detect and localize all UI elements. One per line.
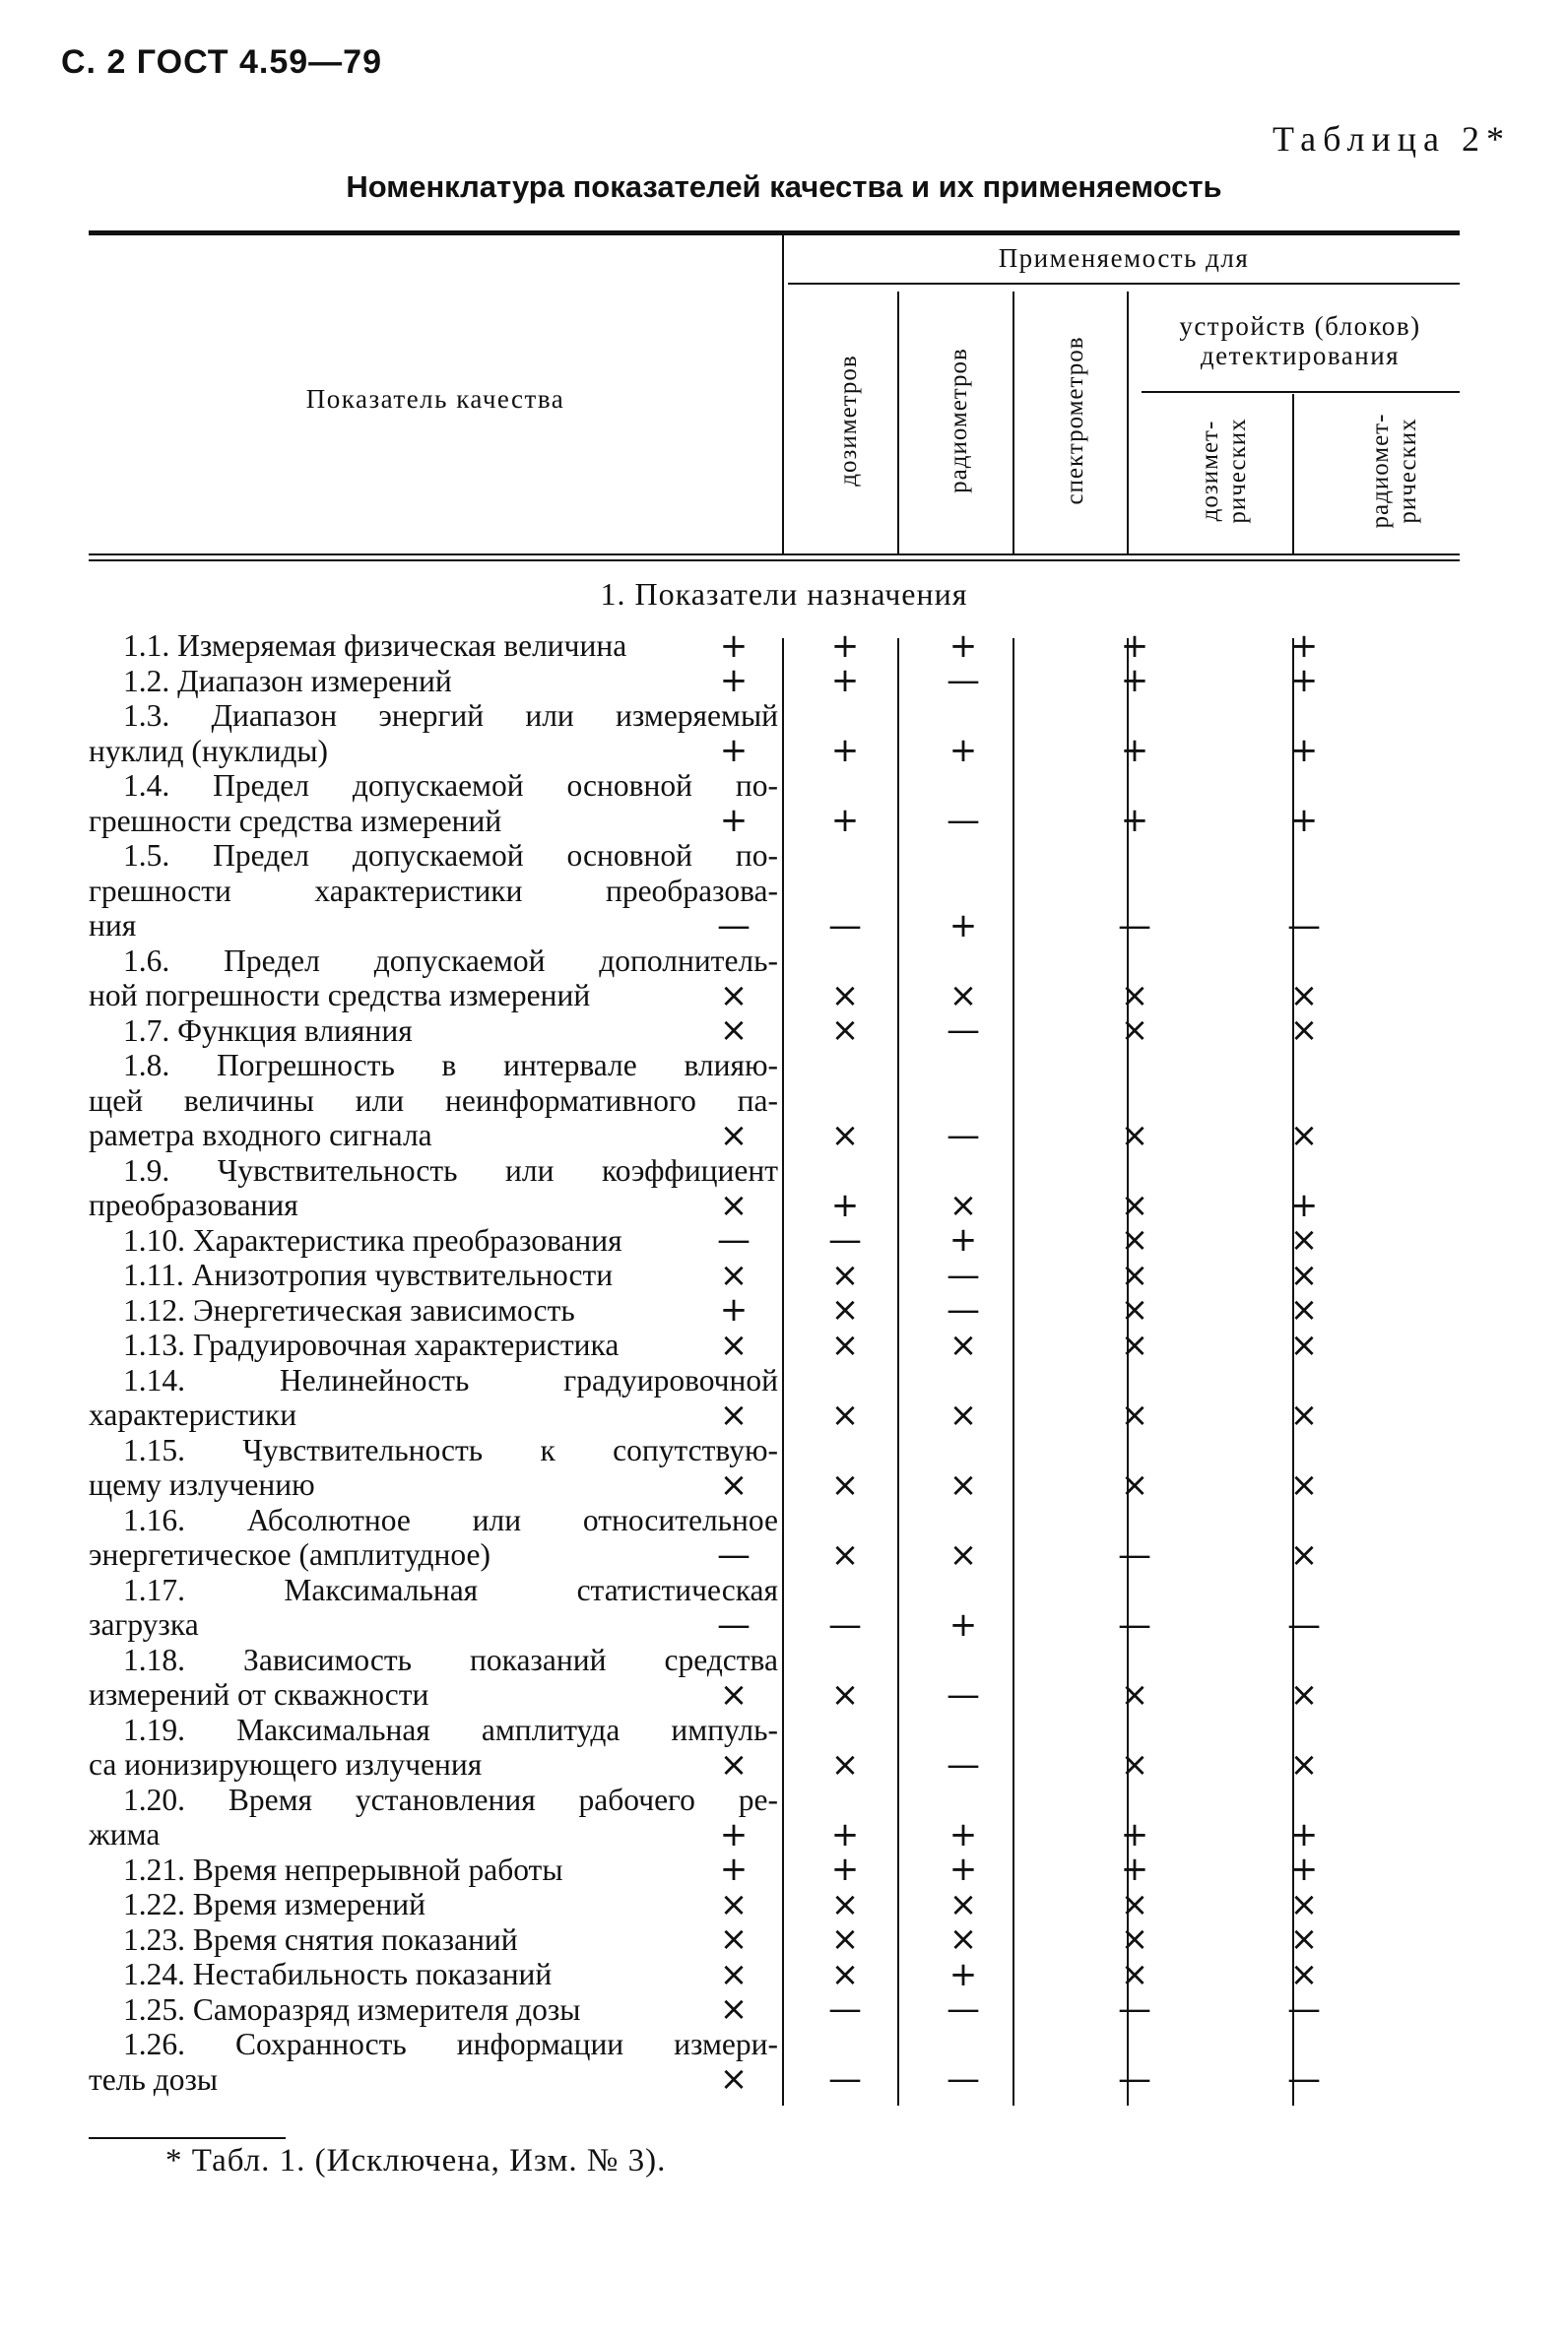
table-row [89,1325,1319,1365]
applicability-mark: — [947,1255,980,1295]
applicability-mark: — [1287,1989,1321,2029]
applicability-mark: × [1289,1290,1319,1330]
header-radiometric-line-2: рических [1395,418,1421,524]
applicability-mark: + [1120,801,1149,840]
applicability-mark: + [1289,731,1319,770]
indicator-table-body [89,625,1321,2099]
indicator-text-line: 1.8. Погрешность в интервале влияю- [123,1048,778,1082]
applicability-mark: + [948,625,978,666]
header-divider-4 [1292,394,1294,553]
indicator-text-line: нуклид (нуклиды) [89,733,329,768]
applicability-mark: × [830,1395,860,1435]
indicator-text-line: 1.16. Абсолютное или относительное [123,1502,778,1537]
header-applicability-rule [788,283,1460,285]
applicability-mark: — [1118,1534,1151,1575]
applicability-mark: × [830,1919,860,1959]
applicability-mark: × [1120,1395,1149,1435]
applicability-mark: × [1289,975,1319,1015]
applicability-mark: × [1120,1255,1149,1295]
indicator-text-line: 1.6. Предел допускаемой дополнитель- [123,943,778,978]
applicability-mark: × [1289,1255,1319,1295]
applicability-mark: + [948,1954,978,1994]
table-row [89,1362,1319,1435]
indicator-text-line: 1.18. Зависимость показаний средства [123,1642,778,1677]
applicability-mark: + [1120,731,1149,770]
table-row [89,2027,1321,2099]
applicability-mark: + [1120,1850,1149,1889]
applicability-mark: × [1289,1220,1319,1260]
applicability-mark: + [719,625,749,666]
table-row [89,768,1319,840]
applicability-mark: + [719,1290,749,1330]
indicator-text-line: 1.17. Максимальная статистическая [123,1572,778,1607]
applicability-mark: × [719,975,749,1015]
indicator-text-line: 1.2. Диапазон измерений [123,663,452,698]
table-row [89,1919,1319,1959]
applicability-mark: × [830,975,860,1015]
applicability-mark: × [719,1010,749,1050]
applicability-mark: — [1287,2059,1321,2099]
applicability-mark: + [830,661,860,700]
table-row [89,698,1319,770]
applicability-mark: × [1120,1464,1149,1505]
applicability-mark: + [1289,625,1319,666]
applicability-mark: × [948,1534,978,1575]
section-title: 1. Показатели назначения [600,576,968,612]
indicator-text-line: 1.7. Функция влияния [123,1012,413,1048]
applicability-mark: + [948,1850,978,1889]
applicability-mark: — [828,2059,862,2099]
applicability-mark: × [1289,1325,1319,1365]
applicability-mark: × [1289,1115,1319,1155]
table-row [89,1290,1319,1330]
applicability-mark: × [1120,1919,1149,1959]
table-row [89,1255,1319,1295]
applicability-mark: × [948,975,978,1015]
indicator-text-line: характеристики [89,1398,297,1432]
applicability-mark: × [830,1255,860,1295]
applicability-mark: + [1289,1185,1319,1225]
body-divider-1 [782,638,784,2106]
applicability-mark: × [1120,1220,1149,1260]
applicability-mark: — [1118,905,1151,945]
table-row [89,838,1321,945]
indicator-text-line: щему излучению [89,1467,315,1502]
applicability-mark: + [719,731,749,770]
applicability-mark: — [947,1115,980,1155]
applicability-mark: + [948,1604,978,1645]
applicability-mark: × [719,1674,749,1715]
indicator-text-line: 1.21. Время непрерывной работы [123,1852,563,1887]
indicator-text-line: измерений от скважности [89,1677,429,1712]
indicator-text-line: 1.4. Предел допускаемой основной по- [123,768,778,803]
indicator-text-line: 1.12. Энергетическая зависимость [123,1292,575,1328]
applicability-mark: + [1289,801,1319,840]
applicability-mark: — [717,905,751,945]
applicability-mark: × [1289,1010,1319,1050]
table-row [89,661,1319,700]
header-divider-2 [1013,292,1014,553]
applicability-mark: × [1289,1954,1319,1994]
applicability-mark: × [1289,1674,1319,1715]
applicability-mark: × [830,1954,860,1994]
applicability-mark: — [828,905,862,945]
header-spectrometers: спектрометров [1062,336,1088,505]
applicability-mark: × [1289,1395,1319,1435]
applicability-mark: × [1289,1919,1319,1959]
table-row [89,1884,1319,1924]
applicability-mark: × [830,1534,860,1575]
applicability-mark: × [1120,1954,1149,1994]
indicator-text-line: 1.1. Измеряемая физическая величина [123,628,627,663]
applicability-mark: + [1289,661,1319,700]
applicability-mark: × [1120,975,1149,1015]
table-row [89,1502,1319,1575]
applicability-mark: — [828,1220,862,1260]
applicability-mark: + [719,1850,749,1889]
indicator-text-line: преобразования [89,1188,298,1222]
indicator-text-line: 1.10. Характеристика преобразования [123,1222,622,1258]
indicator-text-line: 1.9. Чувствительность или коэффициент [123,1152,778,1188]
indicator-text-line: 1.15. Чувствительность к сопутствую- [123,1432,778,1467]
header-radiometers: радиометров [946,348,972,493]
applicability-mark: × [1289,1884,1319,1924]
indicator-text-line: 1.14. Нелинейность градуировочной [123,1362,778,1398]
applicability-mark: — [947,1010,980,1050]
table-row [89,1220,1319,1260]
applicability-mark: × [719,1255,749,1295]
applicability-mark: × [830,1010,860,1050]
applicability-mark: × [719,1884,749,1924]
top-rule [89,230,1460,235]
applicability-mark: + [830,625,860,666]
applicability-mark: — [947,1290,980,1330]
table-label: Таблица 2* [1273,119,1511,159]
applicability-mark: × [1289,1744,1319,1785]
indicator-text-line: 1.22. Время измерений [123,1887,425,1921]
applicability-mark: × [1120,1010,1149,1050]
applicability-mark: — [947,1989,980,2029]
applicability-mark: × [1120,1325,1149,1365]
table-row [89,1989,1321,2029]
indicator-text-line: энергетическое (амплитудное) [89,1537,490,1572]
indicator-text-line: 1.19. Максимальная амплитуда импуль- [123,1712,778,1747]
applicability-mark: — [947,1674,980,1715]
header-radiometric [1367,392,1422,550]
indicator-text-line: ной погрешности средства измерений [89,978,591,1012]
table-row [89,1850,1319,1889]
applicability-mark: — [947,801,980,840]
indicator-text-line: грешности характеристики преобразова- [89,873,778,908]
header-divider-main [782,235,784,553]
applicability-mark: × [830,1115,860,1155]
table-row [89,625,1319,666]
applicability-mark: × [830,1744,860,1785]
table-row [89,1782,1319,1854]
indicator-text-line: 1.13. Градуировочная характеристика [123,1328,620,1362]
applicability-mark: × [830,1884,860,1924]
applicability-mark: × [719,1185,749,1225]
applicability-mark: + [1120,625,1149,666]
applicability-mark: × [719,2059,749,2099]
indicator-text-line: 1.5. Предел допускаемой основной по- [123,838,778,873]
indicator-text-line: 1.24. Нестабильность показаний [123,1957,553,1991]
applicability-mark: + [719,801,749,840]
header-dosimetric-line-1: дозимет- [1197,420,1223,522]
header-bottom-rule-2 [89,559,1460,561]
applicability-mark: + [948,1814,978,1854]
applicability-mark: — [1118,2059,1151,2099]
table-row [89,1048,1319,1155]
applicability-mark: × [830,1674,860,1715]
applicability-mark: + [830,1850,860,1889]
indicator-text-line: раметра входного сигнала [89,1118,432,1152]
applicability-mark: × [1120,1744,1149,1785]
applicability-mark: + [830,1185,860,1225]
indicator-text-line: ния [89,908,137,943]
applicability-mark: × [1120,1290,1149,1330]
applicability-mark: — [828,1604,862,1645]
header-indicator: Показатель качества [305,384,565,414]
applicability-mark: — [1287,905,1321,945]
table-row [89,1432,1319,1505]
indicator-text-line: 1.20. Время установления рабочего ре- [123,1782,778,1817]
indicator-text-line: 1.3. Диапазон энергий или измеряемый [123,698,778,733]
applicability-mark: — [717,1534,751,1575]
body-divider-2 [897,638,899,2106]
applicability-mark: × [1120,1884,1149,1924]
header-applicability: Применяемость для [998,243,1250,273]
header-detector-units: устройств (блоков) детектирования [1179,311,1421,370]
applicability-mark: — [717,1220,751,1260]
applicability-mark: — [717,1604,751,1645]
applicability-mark: — [947,1744,980,1785]
applicability-mark: + [830,1814,860,1854]
applicability-mark: + [830,731,860,770]
applicability-mark: × [948,1185,978,1225]
table-row [89,1572,1321,1645]
applicability-mark: — [828,1989,862,2029]
applicability-mark: + [1289,1814,1319,1854]
header-radiometric-line-1: радиомет- [1367,413,1394,529]
applicability-mark: × [719,1464,749,1505]
table-row [89,1642,1319,1715]
header-dosimetric [1197,392,1252,550]
applicability-mark: × [1120,1185,1149,1225]
applicability-mark: — [947,661,980,700]
applicability-mark: + [830,801,860,840]
indicator-text-line: 1.23. Время снятия показаний [123,1921,518,1957]
indicator-text-line: 1.26. Сохранность информации измери- [123,2027,778,2061]
applicability-mark: — [1118,1989,1151,2029]
applicability-mark: — [1118,1604,1151,1645]
applicability-mark: × [948,1325,978,1365]
applicability-mark: × [1120,1115,1149,1155]
applicability-mark: × [719,1744,749,1785]
applicability-mark: × [719,1325,749,1365]
applicability-mark: × [719,1919,749,1959]
applicability-mark: + [1289,1850,1319,1889]
applicability-mark: × [948,1464,978,1505]
table-row [89,1712,1319,1785]
page-header: С. 2 ГОСТ 4.59—79 [61,43,382,81]
applicability-mark: × [948,1919,978,1959]
applicability-mark: × [948,1884,978,1924]
applicability-mark: + [948,731,978,770]
footnote-rule [89,2137,286,2139]
applicability-mark: — [1287,1604,1321,1645]
table-row [89,943,1319,1015]
indicator-text-line: жима [89,1817,161,1852]
applicability-mark: + [948,905,978,945]
applicability-mark: × [719,1989,749,2029]
table-row [89,1152,1319,1225]
applicability-mark: × [719,1115,749,1155]
table-title: Номенклатура показателей качества и их применяемость [346,169,1222,204]
indicator-text-line: тель дозы [89,2061,219,2097]
indicator-text-line: грешности средства измерений [89,803,502,838]
footnote: * Табл. 1. (Исключена, Изм. № 3). [165,2143,667,2178]
applicability-mark: + [948,1220,978,1260]
applicability-mark: × [830,1290,860,1330]
applicability-mark: × [948,1395,978,1435]
table-row [89,1954,1319,1994]
applicability-mark: × [1289,1534,1319,1575]
indicator-text-line: загрузка [89,1607,199,1642]
header-divider-1 [897,292,899,553]
applicability-mark: × [830,1325,860,1365]
applicability-mark: + [719,1814,749,1854]
indicator-text-line: 1.25. Саморазряд измерителя дозы [123,1991,581,2027]
applicability-mark: × [830,1464,860,1505]
applicability-mark: + [1120,661,1149,700]
applicability-mark: × [1289,1464,1319,1505]
header-bottom-rule [89,553,1460,555]
header-divider-3 [1127,292,1129,553]
header-dosimeters: дозиметров [835,355,862,487]
indicator-text-line: щей величины или неинформативного па- [89,1082,778,1118]
applicability-mark: × [719,1395,749,1435]
indicator-text-line: 1.11. Анизотропия чувствительности [123,1258,614,1292]
header-dosimetric-line-2: рических [1224,418,1251,524]
applicability-mark: × [1120,1674,1149,1715]
applicability-mark: × [719,1954,749,1994]
body-divider-3 [1013,638,1014,2106]
indicator-text-line: са ионизирующего излучения [89,1747,483,1782]
table-row [89,1010,1319,1050]
applicability-mark: + [719,661,749,700]
applicability-mark: + [1120,1814,1149,1854]
applicability-mark: — [947,2059,980,2099]
